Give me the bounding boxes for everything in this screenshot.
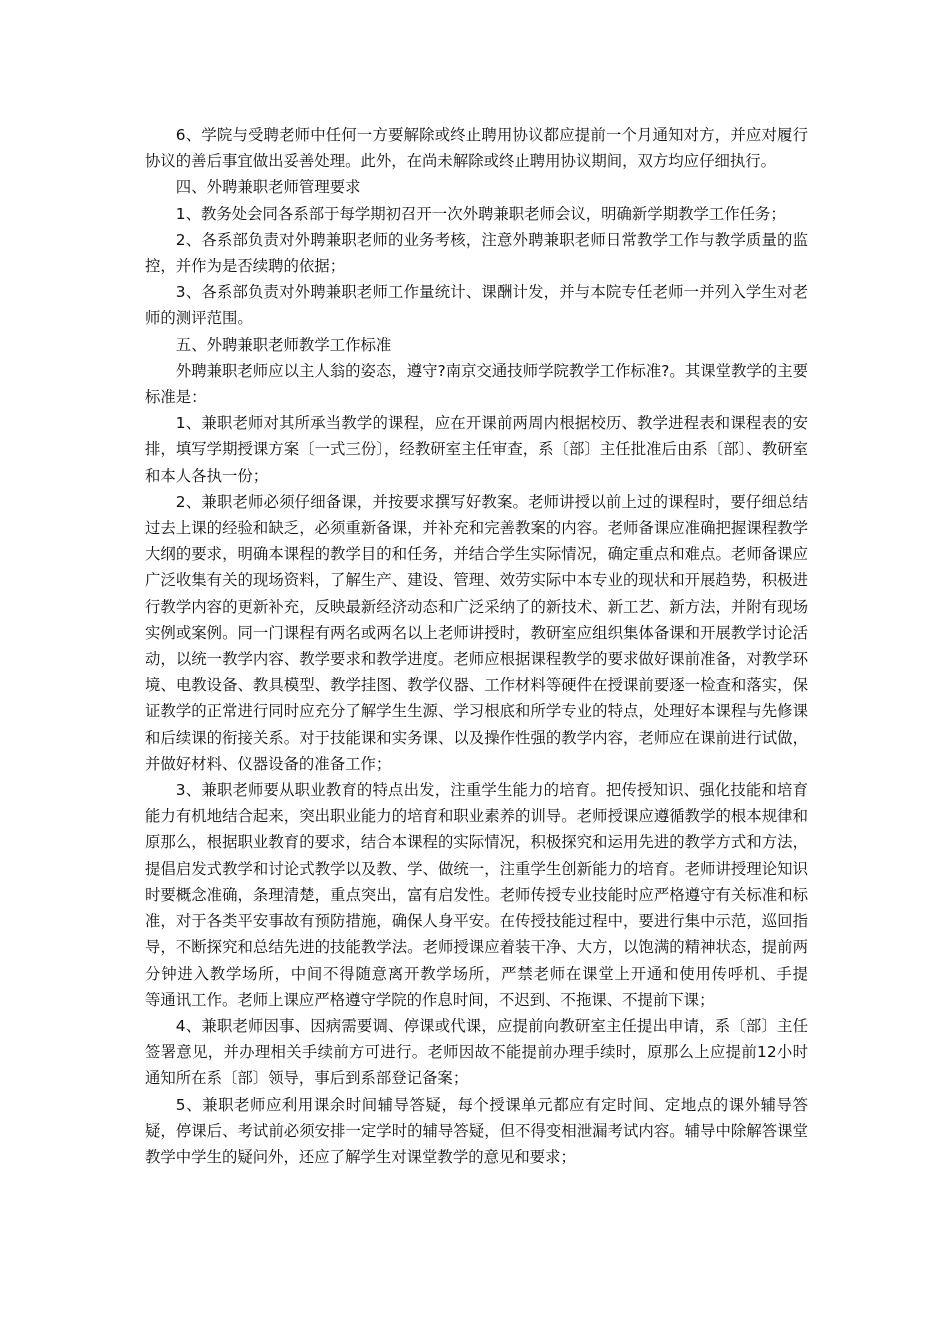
paragraph-management-2: 2、各系部负责对外聘兼职老师的业务考核，注意外聘兼职老师日常教学工作与教学质量的监控，并作为是否续聘的依据；	[145, 230, 808, 276]
paragraph-standards-1: 1、兼职老师对其所承当教学的课程，应在开课前两周内根据校历、教学进程表和课程表的安排，填写学期授课方案〔一式三份〕，经教研室主任审查，系〔部〕主任批准后由系〔部〕、教研室和本人各执一份；	[145, 414, 808, 485]
paragraph-standards-5: 5、兼职老师应利用课余时间辅导答疑，每个授课单元都应有定时间、定地点的课外辅导答疑，停课后、考试前必须安排一定学时的辅导答疑，但不得变相泄漏考试内容。辅导中除解答课堂教学中学生的疑问外，还应了解学生对课堂教学的意见和要求；	[145, 1095, 808, 1166]
section-heading-management: 四、外聘兼职老师管理要求	[175, 178, 361, 197]
paragraph-management-3: 3、各系部负责对外聘兼职老师工作量统计、课酬计发，并与本院专任老师一并列入学生对老师的测评范围。	[145, 283, 808, 328]
paragraph-standards-intro: 外聘兼职老师应以主人翁的姿态，遵守?南京交通技师学院教学工作标准?。其课堂教学的主要标准是：	[145, 361, 808, 407]
paragraph-standards-3: 3、兼职老师要从职业教育的特点出发，注重学生能力的培育。把传授知识、强化技能和培育能力有机地结合起来，突出职业能力的培育和职业素养的训导。老师授课应遵循教学的根本规律和原那么，根据职业教育的要求，结合本课程的实际情况，积极探究和运用先进的教学方式和方法，提倡启发式教学和讨论式教学以及教、学、做统一，注重学生创新能力的培育。老师讲授理论知识时要概念准确，条理清楚，重点突出，富有启发性。老师传授专业技能时应严格遵守有关标准和标准，对于各类平安事故有预防措施，确保人身平安。在传授技能过程中，要进行集中示范，巡回指导，不断探究和总结先进的技能教学法。老师授课应着装干净、大方，以饱满的精神状态，提前两分钟进入教学场所，中间不得随意离开教学场所，严禁老师在课堂上开通和使用传呼机、手提 等通讯工作。老师上课应严格遵守学院的作息时间，不迟到、不拖课、不提前下课；	[145, 781, 839, 1009]
section-heading-standards: 五、外聘兼职老师教学工作标准	[175, 335, 392, 354]
paragraph-standards-4: 4、兼职老师因事、因病需要调、停课或代课，应提前向教研室主任提出申请，系〔部〕主任签署意见，并办理相关手续前方可进行。老师因故不能提前办理手续时，原那么上应提前12小时通知所在系〔部〕领导，事后到系部登记备案；	[145, 1016, 808, 1088]
document-body	[145, 122, 839, 1170]
paragraph-standards-2: 2、兼职老师必须仔细备课，并按要求撰写好教案。老师讲授以前上过的课程时，要仔细总结过去上课的经验和缺乏，必须重新备课，并补充和完善教案的内容。老师备课应准确把握课程教学大纲的要求，明确本课程的教学目的和任务，并结合学生实际情况，确定重点和难点。老师备课应广泛收集有关的现场资料，了解生产、建设、管理、效劳实际中本专业的现状和开展趋势，积极进行教学内容的更新补充，反映最新经济动态和广泛采纳了的新技术、新工艺、新方法，并附有现场实例或案例。同一门课程有两名或两名以上老师讲授时，教研室应组织集体备课和开展教学讨论活动，以统一教学内容、教学要求和教学进度。老师应根据课程教学的要求做好课前准备，对教学环境、电教设备、教具模型、教学挂图、教学仪器、工作材料等硬件在授课前要逐一检查和落实，保证教学的正常进行同时应充分了解学生生源、学习根底和所学专业的特点，处理好本课程与先修课和后续课的衔接关系。对于技能课和实务课、以及操作性强的教学内容，老师应在课前进行试做，并做好材料、仪器设备的准备工作；	[145, 492, 808, 773]
paragraph-item-6-termination: 6、学院与受聘老师中任何一方要解除或终止聘用协议都应提前一个月通知对方，并应对履行协议的善后事宜做出妥善处理。此外，在尚未解除或终止聘用协议期间，双方均应仔细执行。	[145, 126, 808, 171]
paragraph-management-1: 1、教务处会同各系部于每学期初召开一次外聘兼职老师会议，明确新学期教学工作任务；	[175, 204, 786, 223]
